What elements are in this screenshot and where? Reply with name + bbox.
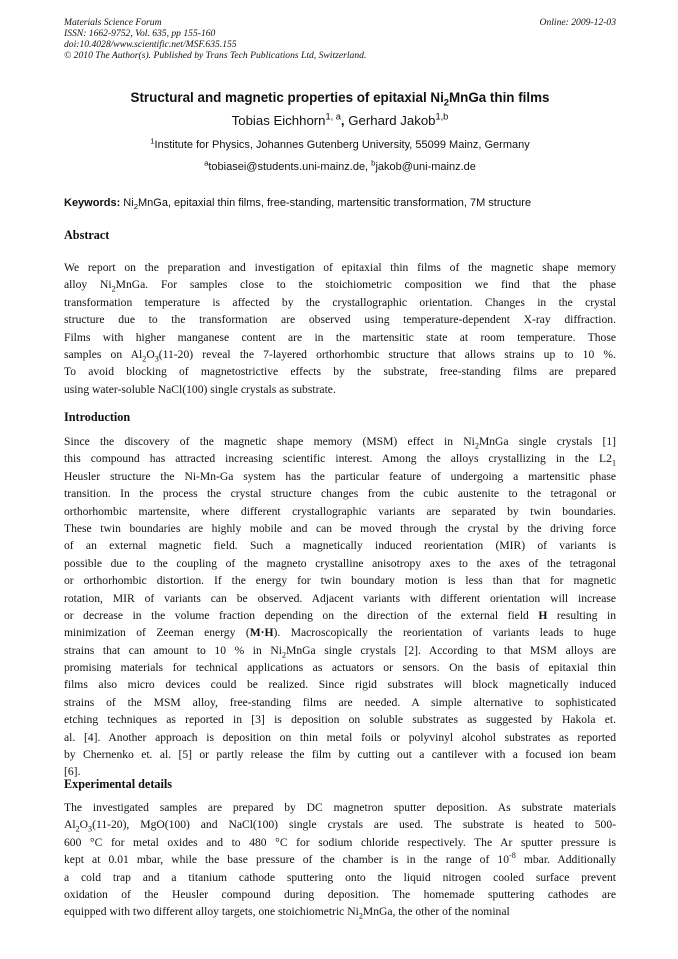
text-line: Since the discovery of the magnetic shape memory (MSM) effect in $Ni_2MnGa$ single crystals [1] bbox=[64, 435, 616, 451]
text-line: The investigated samples are prepared by DC magnetron sputter deposition. As substrate materials bbox=[64, 801, 616, 814]
experimental-body bbox=[64, 799, 616, 921]
email-a: tobiasei@students.uni-mainz.de, bbox=[208, 161, 372, 173]
text-line: orthorhombic martensite, where different crystallographic variants are separated by twin boundaries. bbox=[64, 504, 616, 518]
affiliation: $^1$Institute for Physics, Johannes Gutenberg University, 55099 Mainz, Germany bbox=[150, 136, 530, 151]
text-line: transformation temperature is affected by the crystallographic orientation. Changes in the crystal bbox=[64, 295, 616, 309]
text-line: transition. In the process the crystal structure changes from the cubic austenite to the tetragonal or bbox=[64, 487, 616, 501]
text-line: [6]. bbox=[64, 765, 81, 779]
text-line: rotation, MIR of variants can be observed. Adjacent variants with different orientation will increase bbox=[64, 591, 616, 605]
author-emails: $^a$tobiasei@students.uni-mainz.de, $^b$jakob@uni-mainz.de bbox=[204, 158, 476, 173]
text-line: We report on the preparation and investigation of epitaxial thin films of the magnetic shape memory bbox=[64, 261, 616, 274]
text-line: or decrease in the volume fraction depending on the direction of the external field H resulting in bbox=[64, 608, 616, 622]
text-line: alloy $Ni_2MnGa$. For samples close to the stoichiometric composition we find that the phase bbox=[64, 278, 616, 294]
text-line: promising materials for technical applications as actuators or sensors. On the basis of epitaxial thin bbox=[64, 661, 616, 675]
text-line: strains of the MSM alloy, free-standing films are needed. A simple alternative to sophisticated bbox=[64, 695, 616, 709]
text-line: by Chernenko et. al. [5] or partly release the film by cutting out a cantilever with a focused ion beam bbox=[64, 748, 616, 762]
text-line: These twin boundaries are highly mobile and can be moved through the crystal by the driving force bbox=[64, 521, 616, 535]
keywords-label: Keywords: bbox=[64, 197, 121, 209]
journal-header bbox=[64, 17, 616, 61]
text-line: $Al_2O_3(11-20)$, MgO(100) and NaCl(100) single crystals are used. The substrate is heated to 500- bbox=[64, 818, 616, 834]
issn-line: ISSN: 1662-9752, Vol. 635, pp 155-160 bbox=[64, 28, 216, 39]
introduction-heading: Introduction bbox=[64, 410, 131, 424]
text-line: structure due to the transformation are observed using temperature-dependent X-ray diffraction. bbox=[64, 313, 616, 327]
text-line: 600 °C for metal oxides and to 480 °C for sodium chloride respectively. The Ar sputter pressure is bbox=[64, 835, 616, 849]
text-line: kept at 0.01 mbar, while the base pressure of the chamber is in the range of $10^{-8}$ mbar. Additionally bbox=[64, 851, 616, 867]
abstract-body bbox=[64, 259, 616, 398]
email-b: jakob@uni-mainz.de bbox=[375, 161, 476, 173]
text-line: films also micro devices could be realized. Since rigid substrates will block magnetically induced bbox=[64, 678, 616, 692]
text-line: this compound has attracted increasing scientific interest. Among the alloys crystallizing in the $L2_1$ bbox=[64, 452, 616, 468]
author-1: Tobias Eichhorn bbox=[231, 113, 326, 128]
text-line: Films with higher manganese content are in the martensitic state at room temperature. Those bbox=[64, 330, 616, 344]
text-line: possible due to the coupling of the magneto crystalline anisotropy axes to the axes of the tetragonal bbox=[64, 556, 616, 570]
copyright-line: © 2010 The Author(s). Published by Trans Tech Publications Ltd, Switzerland. bbox=[64, 50, 367, 61]
text-line: using water-soluble NaCl(100) single crystals as substrate. bbox=[64, 382, 336, 396]
experimental-heading: Experimental details bbox=[64, 777, 172, 791]
text-line: To avoid blocking of magnetostrictive effects by the substrate, free-standing films are prepared bbox=[64, 365, 616, 379]
text-line: oxidation of the Heusler compound during deposition. The homemade sputtering cathodes are bbox=[64, 887, 616, 901]
text-line: of an external magnetic field. Such a magnetically induced reorientation (MIR) of variants is bbox=[64, 539, 616, 553]
author-2: Gerhard Jakob bbox=[348, 113, 436, 128]
introduction-body bbox=[64, 433, 616, 781]
text-line: etching techniques as reported in [3] is deposition on soluble substrates as suggested by Hakola et. bbox=[64, 713, 616, 727]
text-line: strains that can amount to 10 % in $Ni_2MnGa$ single crystals [2]. According to that MSM alloys are bbox=[64, 643, 616, 659]
text-line: a cold trap and a titanium cathode sputtering onto the liquid nitrogen cooled surface prevent bbox=[64, 870, 616, 884]
keywords: Keywords: $Ni_2MnGa$, epitaxial thin films, free-standing, martensitic transformation, 7M structure bbox=[64, 197, 532, 212]
paper-title: Structural and magnetic properties of epitaxial $Ni_2MnGa$ thin films bbox=[130, 90, 550, 108]
author-list: Tobias Eichhorn$^{1, a}$, Gerhard Jakob$^{1,b}$ bbox=[231, 111, 449, 128]
text-line: minimization of Zeeman energy (M·H). Macroscopically the reorientation of variants leads to huge bbox=[64, 626, 616, 640]
online-date: Online: 2009-12-03 bbox=[539, 17, 616, 28]
text-line: Heusler structure the Ni-Mn-Ga system has the particular feature of undergoing a martensitic phase bbox=[64, 469, 616, 483]
journal-name: Materials Science Forum bbox=[64, 17, 162, 28]
doi-line: doi:10.4028/www.scientific.net/MSF.635.155 bbox=[64, 39, 237, 50]
text-line: samples on $Al_2O_3(11-20)$ reveal the 7-layered orthorhombic structure that allows strains up to 10 %. bbox=[64, 347, 616, 364]
text-line: equipped with two different alloy targets, one stoichiometric $Ni_2MnGa$, the other of the nominal bbox=[64, 905, 510, 921]
text-line: or orthorhombic distortion. If the energy for twin boundary motion is less than that for magnetic bbox=[64, 574, 616, 588]
abstract-heading: Abstract bbox=[64, 228, 110, 242]
text-line: al. [4]. Another approach is deposition on thin metal foils or polyvinyl alcohol substrates as reported bbox=[64, 730, 616, 744]
